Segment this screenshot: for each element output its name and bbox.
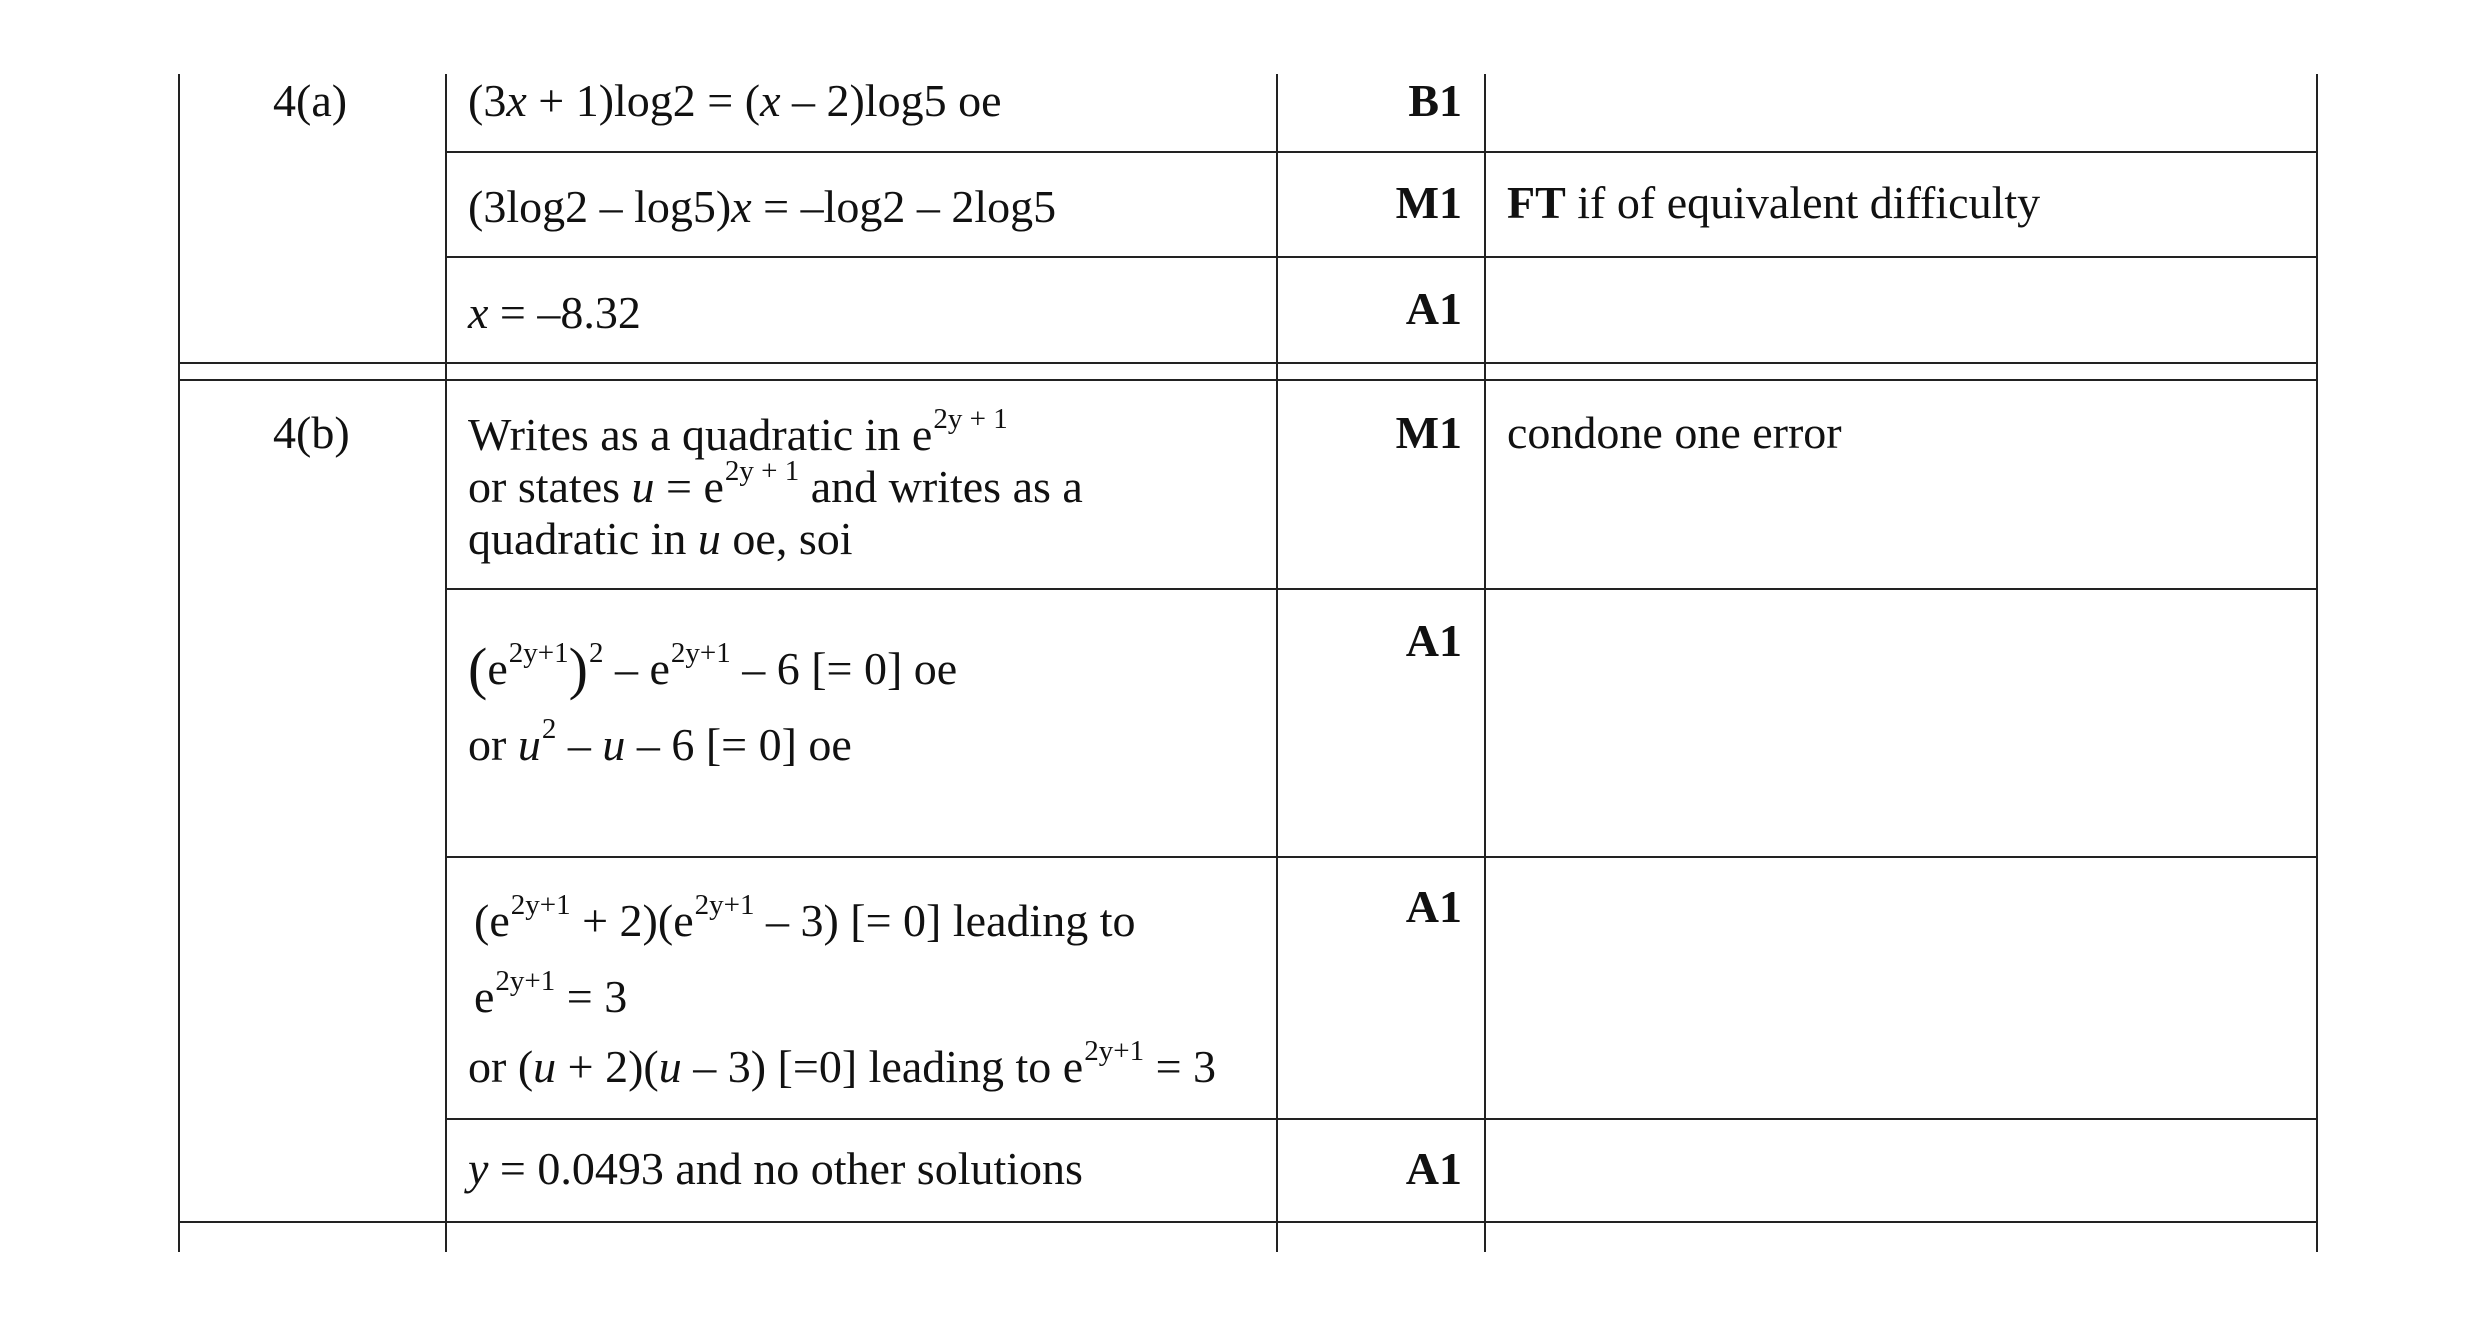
answer-row-5-line-1: $(e^{2y+1})^2 - e^{2y+1} - 6$ [= 0] oe [468,636,958,701]
section-divider-bottom [178,379,2318,381]
answer-row-4-line-3: quadratic in u oe, soi [468,513,853,564]
answer-row-4-line-1: Writes as a quadratic in $e^{2y + 1}$ [468,403,1008,460]
question-number-4a: 4(a) [273,75,348,126]
mark-row-2: M1 [1395,177,1462,228]
guidance-row-2: FT if of equivalent difficulty [1507,177,2041,228]
answer-row-6-line-2: $e^{2y+1} = 3$ [474,965,628,1022]
mark-row-7: A1 [1405,1143,1462,1194]
mark-row-3: A1 [1405,283,1462,334]
mark-row-5: A1 [1405,615,1462,666]
column-divider-3 [1484,74,1486,1252]
table-border-left [178,74,180,1252]
question-number-4b: 4(b) [273,407,350,458]
answer-row-7: y = 0.0493 and no other solutions [468,1143,1083,1194]
row-divider [445,151,2318,153]
answer-row-2: (3log2 – log5)x = –log2 – 2log5 [468,181,1057,232]
table-border-bottom [178,1221,2318,1223]
row-divider [445,1118,2318,1120]
answer-row-4-line-2: or states $u = e^{2y + 1}$ and writes as a [468,455,1083,512]
guidance-row-4: condone one error [1507,407,1842,458]
answer-row-5-line-2: or $u^2$ – u – 6 [= 0] oe [468,713,852,770]
column-divider-1 [445,74,447,1252]
table-border-right [2316,74,2318,1252]
row-divider [445,856,2318,858]
mark-row-1: B1 [1408,75,1462,126]
answer-row-6-line-1: $(e^{2y+1} + 2)(e^{2y+1} - 3)$ [= 0] leading to [474,889,1136,946]
answer-row-6-line-3: or (u + 2)(u – 3) [=0] leading to $e^{2y+1} = 3$ [468,1035,1217,1092]
mark-row-4: M1 [1395,407,1462,458]
section-divider-top [178,362,2318,364]
mark-row-6: A1 [1405,881,1462,932]
answer-row-3: x = –8.32 [468,287,641,338]
row-divider [445,588,2318,590]
answer-row-1: (3x + 1)log2 = (x – 2)log5 oe [468,75,1002,126]
row-divider [445,256,2318,258]
